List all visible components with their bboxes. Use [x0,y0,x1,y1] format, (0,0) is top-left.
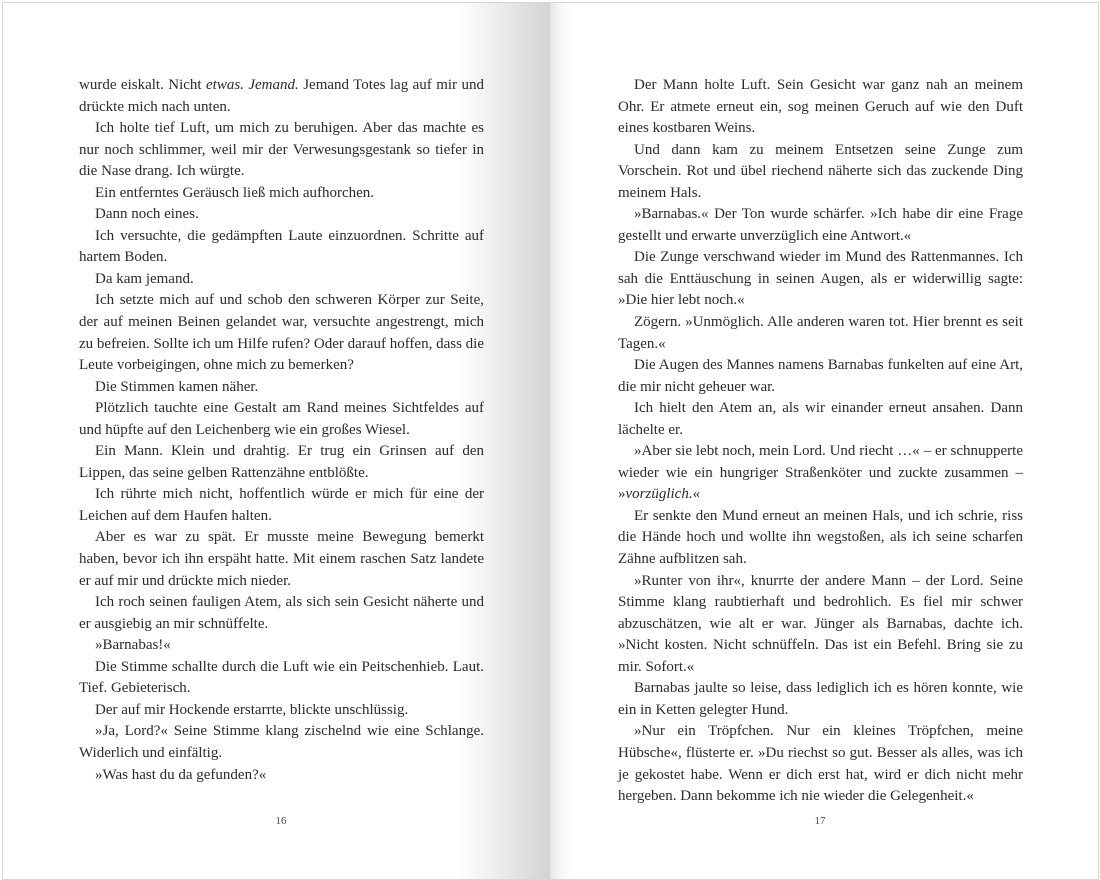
paragraph [79,269,484,291]
text-segment: Der Mann holte Luft. Sein Gesicht war ganz nah an meinem Ohr. Er atmete erneut ein, sog meinen Geruch auf wie den Duft eines kostbaren Weins. [618,77,1023,137]
text-segment: Da kam jemand. [95,270,194,287]
paragraph [79,204,484,226]
paragraph [79,484,484,527]
paragraph [79,527,484,592]
left-page-text [79,75,484,786]
text-segment: Die Stimme schallte durch die Luft wie ein Peitschenhieb. Laut. Tief. Gebieterisch. [79,658,484,697]
paragraph [79,635,484,657]
paragraph [79,592,484,635]
paragraph [618,398,1023,441]
paragraph [618,506,1023,571]
text-segment: Barnabas jaulte so leise, dass lediglich ich es hören konnte, wie ein in Ketten gelegter Hund. [618,680,1023,718]
text-segment: Ich roch seinen fauligen Atem, als sich sein Gesicht näherte und er ausgiebig an mir schnüffelte. [79,594,484,632]
text-segment: »Was hast du da gefunden?« [95,766,267,783]
text-segment: Ich versuchte, die gedämpften Laute einzuordnen. Schritte auf hartem Boden. [79,227,484,266]
paragraph [79,441,484,484]
right-page-number: 17 [814,815,826,827]
paragraph [79,721,484,764]
paragraph [79,398,484,441]
text-segment: Die Stimmen kamen näher. [95,378,259,395]
text-segment: Er senkte den Mund erneut an meinen Hals, und ich schrie, riss die Hände hoch und wollte ihn wegstoßen, als ich seine scharfen Zähne aufblitzen sah. [618,507,1023,568]
paragraph [79,118,484,183]
text-segment: Dann noch eines. [95,206,199,223]
right-page [550,2,1099,880]
italic-text: etwas. Jemand. [206,77,299,93]
text-segment: Ich hielt den Atem an, als wir einander erneut ansahen. Dann lächelte er. [618,400,1023,438]
paragraph [618,204,1023,247]
paragraph [618,441,1023,506]
text-segment: Ein Mann. Klein und drahtig. Er trug ein Grinsen auf den Lippen, das seine gelben Rattenzähne entblößte. [79,443,484,481]
left-page-number: 16 [275,815,287,827]
text-segment: Und dann kam zu meinem Entsetzen seine Zunge zum Vorschein. Rot und übel riechend näherte sich das zuckende Ding meinem Hals. [618,141,1023,201]
paragraph [79,765,484,787]
paragraph [79,226,484,269]
text-segment: Der auf mir Hockende erstarrte, blickte unschlüssig. [95,701,409,718]
text-segment: »Barnabas!« [95,637,171,654]
text-segment: »Barnabas.« Der Ton wurde schärfer. »Ich habe dir eine Frage gestellt und erwarte unverzüglich eine Antwort.« [618,206,1023,244]
paragraph [618,247,1023,312]
text-segment: Ein entferntes Geräusch ließ mich aufhorchen. [95,184,375,201]
paragraph [79,290,484,376]
paragraph [618,312,1023,355]
text-segment: « [692,486,701,503]
text-segment: Zögern. »Unmöglich. Alle anderen waren tot. Hier brennt es seit Tagen.« [618,314,1023,352]
text-segment: »Nur ein Tröpfchen. Nur ein kleines Tröpfchen, meine Hübsche«, flüsterte er. »Du riechst so gut. Besser als alles, was ich je gekostet habe. Wenn er dich erst hat, wird er dich nicht mehr hergeben. Dann bekomme ich nie wieder die Gelegenheit.« [618,723,1023,805]
text-segment: Die Zunge verschwand wieder im Mund des Rattenmannes. Ich sah die Enttäuschung in seinen Augen, als er widerwillig sagte: »Die hier lebt noch.« [618,249,1023,309]
paragraph [618,75,1023,140]
text-segment: »Runter von ihr«, knurrte der andere Mann – der Lord. Seine Stimme klang raubtierhaft und bedrohlich. Es fiel mir schwer abzuschätzen, wie alt er war. Jünger als Barnabas, dachte ich. »Nicht kosten. Nicht schnüffeln. Das ist ein Befehl. Bring sie zu mir. Sofort.« [618,572,1023,675]
italic-text: vorzüglich. [625,486,693,503]
text-segment: Ich rührte mich nicht, hoffentlich würde er mich für eine der Leichen auf dem Haufen halten. [79,486,484,524]
text-segment: wurde eiskalt. Nicht [79,77,207,93]
text-segment: Aber es war zu spät. Er musste meine Bewegung bemerkt haben, bevor ich ihn erspäht hatte. Mit einem raschen Satz landete er auf mir und drückte mich nieder. [79,529,484,589]
right-page-text [618,75,1023,808]
paragraph [79,657,484,700]
paragraph [618,571,1023,679]
text-segment: »Ja, Lord?« Seine Stimme klang zischelnd wie eine Schlange. Widerlich und einfältig. [79,723,484,761]
text-segment: Plötzlich tauchte eine Gestalt am Rand meines Sichtfeldes auf und hüpfte auf den Leichenberg wie ein großes Wiesel. [79,400,484,438]
text-segment: Jemand Totes lag auf mir und drückte mich nach unten. [79,77,484,115]
left-page [2,2,551,880]
text-segment: Ich setzte mich auf und schob den schweren Körper zur Seite, der auf meinen Beinen gelandet war, versuchte angestrengt, mich zu befreien. Sollte ich um Hilfe rufen? Oder darauf hoffen, dass die Leute vorbeigingen, ohne mich zu bemerken? [79,292,484,374]
paragraph [79,700,484,722]
paragraph [618,678,1023,721]
paragraph [79,75,484,118]
text-segment: Die Augen des Mannes namens Barnabas funkelten auf eine Art, die mir nicht geheuer war. [618,357,1023,395]
paragraph [79,377,484,399]
text-segment: »Aber sie lebt noch, mein Lord. Und riecht …« – er schnupperte wieder wie ein hungriger Straßenköter und zuckte zusammen – » [618,443,1023,503]
paragraph [618,355,1023,398]
paragraph [79,183,484,205]
paragraph [618,721,1023,807]
paragraph [618,140,1023,205]
text-segment: Ich holte tief Luft, um mich zu beruhigen. Aber das machte es nur noch schlimmer, weil mir der Verwesungsgestank so tiefer in die Nase drang. Ich würgte. [79,120,484,180]
